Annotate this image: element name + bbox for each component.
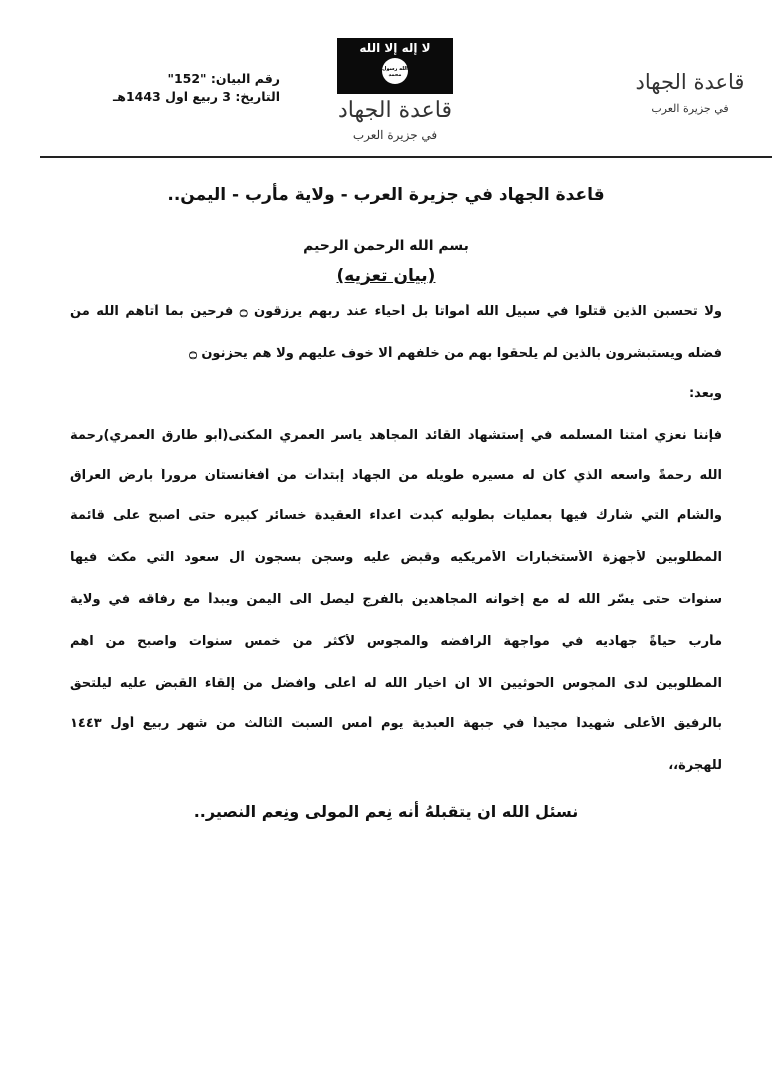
- flag-text: لا إله إلا الله: [359, 41, 431, 55]
- wa-baad: وبعد:: [688, 386, 722, 401]
- center-logo-calligraphy: قاعدة الجهاد: [337, 98, 453, 123]
- body-line: المطلوبين لدى المجوس الحوثيين الا ان اخيار الله له أعلى وافضل من إلقاء القبض عليه ليلتحق: [70, 676, 722, 691]
- subtitle-text: (بيان تعزيه): [336, 266, 436, 286]
- right-logo-subtitle: في جزيرة العرب: [651, 102, 729, 115]
- body-line: للهجرة،،: [668, 758, 722, 773]
- body-line: بالرفيق الأعلى شهيداً مجيداً في جبهة العبدية يوم أمس السبت الثالث من شهر ربيع أول ١٤٤٣: [70, 716, 722, 731]
- right-logo-calligraphy: قاعدة الجهاد: [635, 70, 745, 94]
- statement-date: التاريخ: 3 ربيع اول 1443هـ: [113, 89, 280, 104]
- body-line: فإننا نعزي أمتنا المسلمه في إستشهاد القائد المجاهد ياسر العمري المكنى(أبو طارق العمري)رحمة: [70, 428, 722, 443]
- statement-number: رقم البيان: "152": [167, 71, 280, 86]
- header-divider: [40, 156, 772, 158]
- quran-verse-line-1: ولا تحسبن الذين قتلوا في سبيل الله أمواتا بل أحياء عند ربهم يرزقون ۝ فرحين بما آتاهم الله من: [70, 304, 722, 319]
- statement-metadata: [60, 70, 280, 106]
- closing-prayer: نسئل الله ان يتقبلهُ أنه نِعم المولى ونِعم النصير..: [193, 802, 579, 821]
- body-line: المطلوبين لأجهزة الأستخبارات الأمريكيه وقبض عليه وسجن بسجون آل سعود التي مكث فيها: [70, 550, 722, 565]
- document-title: قاعدة الجهاد في جزيرة العرب - ولاية مأرب - اليمن..: [167, 185, 605, 205]
- black-flag-icon: [337, 38, 453, 94]
- center-emblem: [330, 38, 460, 148]
- body-line: مأرب حياةً جهاديه في مواجهة الرافضه والمجوس لأكثر من خمس سنوات واصبح من اهم: [70, 634, 722, 649]
- right-logo: [630, 70, 750, 130]
- center-logo-subtitle: في جزيرة العرب: [352, 128, 438, 142]
- body-line: والشام التي شارك فيها بعمليات بطوليه كبدت اعداء العقيدة خسائر كبيره حتى اصبح على قائمة: [70, 508, 722, 523]
- document-subtitle: [0, 266, 772, 286]
- flag-seal-circle: [382, 58, 408, 84]
- bismillah: بسم الله الرحمن الرحيم: [303, 238, 469, 254]
- body-line: الله رحمةً واسعه الذي كان له مسيره طويله من الجهاد إبتدأت من أفغانستان مروراً بارض العراق: [70, 468, 722, 483]
- flag-seal-text: الله رسول محمد: [382, 66, 408, 78]
- body-line: سنوات حتى يسّر الله له مع إخوانه المجاهدين بالفرج ليصل الى اليمن ويبدأ مع رفاقه في ولاية: [70, 592, 722, 607]
- quran-verse-line-2: فضله ويستبشرون بالذين لم يلحقوا بهم من خلفهم ألا خوف عليهم ولا هم يحزنون ۝: [189, 346, 722, 361]
